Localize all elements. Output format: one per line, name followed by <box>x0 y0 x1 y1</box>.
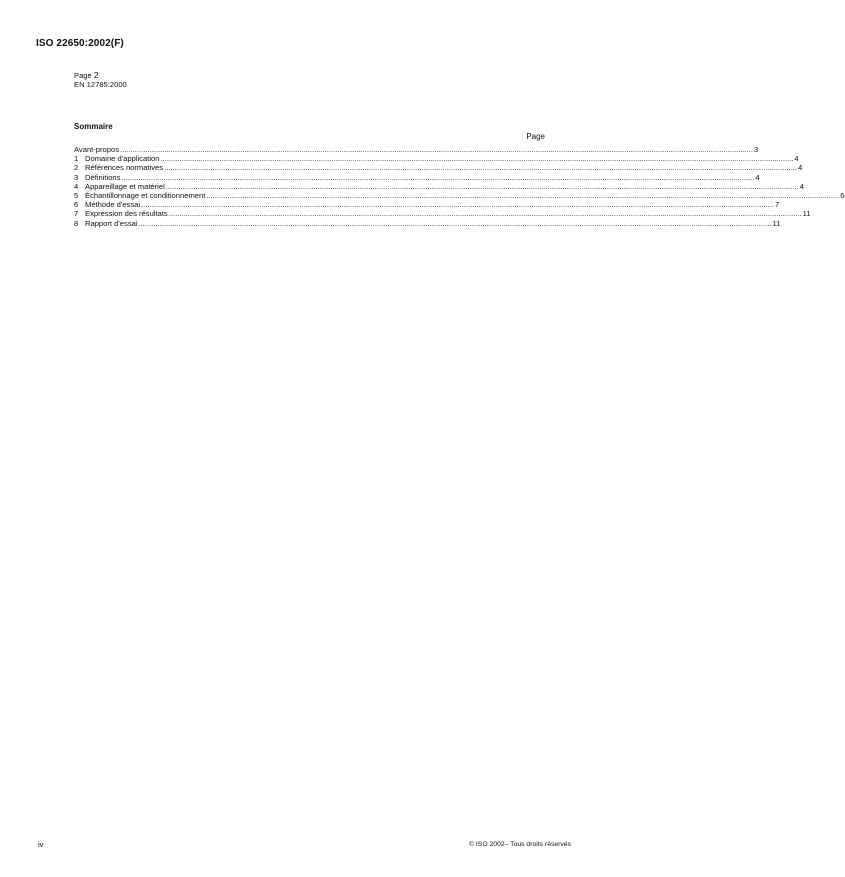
en-reference: EN 12785:2000 <box>74 79 127 89</box>
toc-entry-page: 11 <box>802 209 811 219</box>
table-of-contents <box>74 145 845 228</box>
toc-entry-number: 3 <box>74 172 79 182</box>
toc-entry[interactable] <box>74 181 804 191</box>
toc-entry[interactable] <box>74 190 845 200</box>
dot-leader: ............................................................................................................................................................................................................................................................................................................ <box>168 209 802 219</box>
toc-entry-label: Définitions <box>85 172 121 182</box>
toc-entry-page: 4 <box>755 172 760 182</box>
toc-entry-page: 4 <box>799 181 804 191</box>
toc-entry-label: Méthode d'essai <box>85 200 141 210</box>
toc-entry-label: Échantillonnage et conditionnement <box>85 190 206 200</box>
toc-entry-label: Expression des résultats <box>85 209 168 219</box>
toc-entry-number: 1 <box>74 154 79 164</box>
page-number: 2 <box>93 70 99 80</box>
dot-leader: ............................................................................................................................................................................................................................................................................................................ <box>165 181 799 191</box>
toc-entry-page: 3 <box>753 145 759 154</box>
document-id: ISO 22650:2002(F) <box>36 38 124 49</box>
dot-leader: ............................................................................................................................................................................................................................................................................................................ <box>120 145 753 154</box>
toc-entry-number: 7 <box>74 209 79 219</box>
dot-leader: ............................................................................................................................................................................................................................................................................................................ <box>138 218 772 228</box>
toc-entry-page: 4 <box>794 154 799 164</box>
toc-entry-label: Appareillage et matériel <box>85 181 165 191</box>
toc-entry[interactable] <box>74 209 811 219</box>
toc-page-heading: Page <box>526 132 545 141</box>
page-label: Page <box>74 71 92 80</box>
dot-leader: ............................................................................................................................................................................................................................................................................................................ <box>164 163 798 173</box>
toc-entry[interactable] <box>74 200 780 210</box>
toc-entry-label: Avant-propos <box>74 145 120 154</box>
toc-entry[interactable] <box>74 218 781 228</box>
dot-leader: ............................................................................................................................................................................................................................................................................................................ <box>121 172 755 182</box>
toc-title: Sommaire <box>74 122 113 131</box>
page-meta <box>74 71 127 89</box>
toc-entry-page: 4 <box>798 163 803 173</box>
dot-leader: ............................................................................................................................................................................................................................................................................................................ <box>141 200 774 210</box>
toc-entry-number: 6 <box>74 200 79 210</box>
toc-entry-number: 2 <box>74 163 79 173</box>
toc-entry[interactable] <box>74 163 803 173</box>
toc-entry-label: Rapport d'essai <box>85 218 138 228</box>
toc-entry-page: 6 <box>840 190 845 200</box>
toc-entry-number: 4 <box>74 181 79 191</box>
toc-entry-page: 11 <box>772 218 781 228</box>
footer-copyright: © ISO 2002– Tous droits réservés <box>469 841 571 848</box>
toc-entry[interactable] <box>74 172 760 182</box>
toc-entry-label: Références normatives <box>85 163 164 173</box>
footer-page-number: iv <box>38 840 44 849</box>
toc-entry[interactable] <box>74 154 799 164</box>
toc-entry-number: 8 <box>74 218 79 228</box>
dot-leader: ............................................................................................................................................................................................................................................................................................................ <box>206 190 840 200</box>
dot-leader: ............................................................................................................................................................................................................................................................................................................ <box>160 154 794 164</box>
toc-entry-number: 5 <box>74 190 79 200</box>
toc-entry-page: 7 <box>775 200 780 210</box>
toc-entry-label: Domaine d'application <box>85 154 160 164</box>
toc-entry[interactable] <box>74 145 759 154</box>
